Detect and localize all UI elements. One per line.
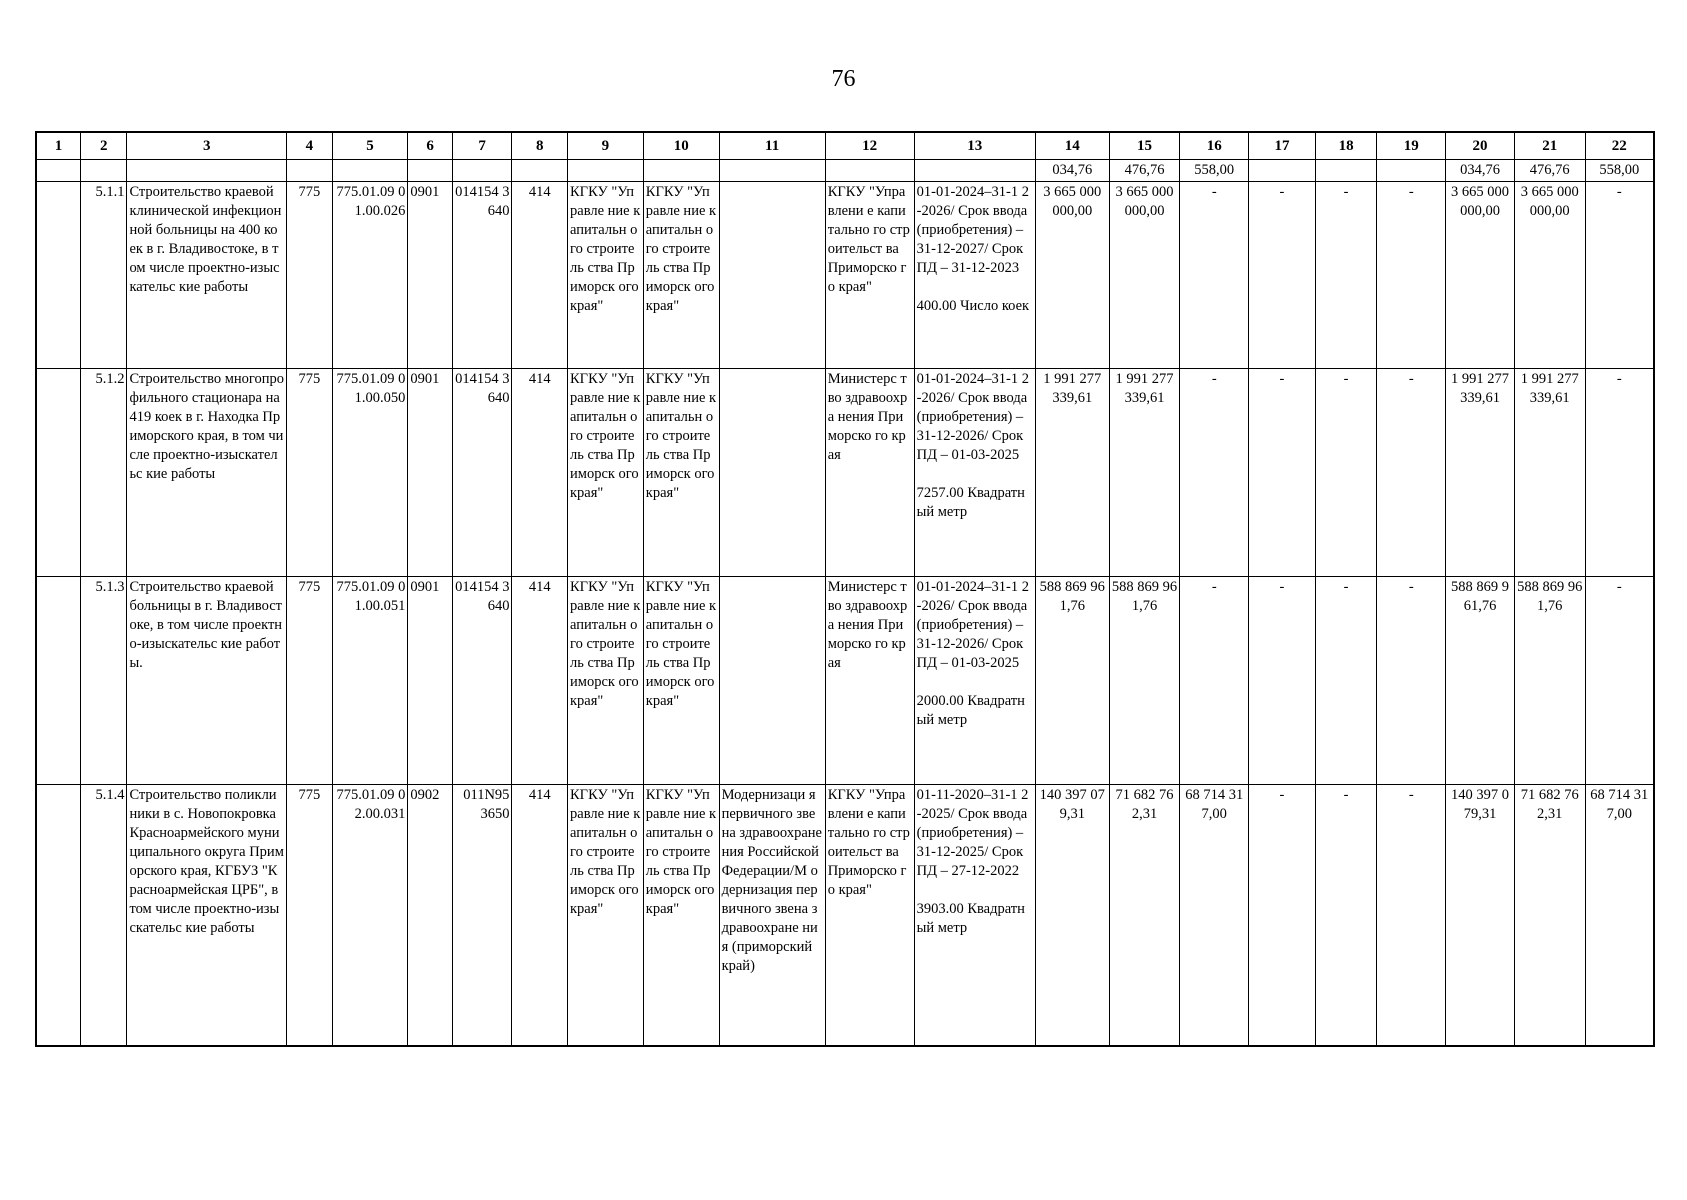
continuation-row-col-3: [127, 160, 287, 182]
header-row-col-6: 6: [408, 132, 452, 160]
continuation-row-col-22: 558,00: [1585, 160, 1654, 182]
table-row: [36, 785, 1654, 1047]
header-row-col-7: 7: [452, 132, 512, 160]
header-row-col-4: 4: [287, 132, 332, 160]
table-row-col-19: -: [1377, 182, 1446, 369]
header-row-col-3: 3: [127, 132, 287, 160]
header-row-col-17: 17: [1249, 132, 1316, 160]
table-row-col-15: 1 991 277 339,61: [1109, 369, 1180, 577]
table-row-col-15: 71 682 762,31: [1109, 785, 1180, 1047]
table-row-col-4: 775: [287, 182, 332, 369]
table-row-col-16: 68 714 317,00: [1180, 785, 1249, 1047]
table-row-col-9: КГКУ "Управле ние капитальн ого строитель ства Приморск ого края": [568, 577, 644, 785]
header-row-col-20: 20: [1446, 132, 1515, 160]
header-row-col-12: 12: [825, 132, 914, 160]
continuation-row-col-13: [914, 160, 1035, 182]
table-row-col-3: Строительство поликлиники в с. Новопокровка Красноармейского муниципального округа Приморского края, КГБУЗ "Красноармейская ЦРБ", в том числе проектно-изыскательс кие работы: [127, 785, 287, 1047]
continuation-row-col-5: [332, 160, 408, 182]
table-row-col-17: -: [1249, 369, 1316, 577]
continuation-row-col-17: [1249, 160, 1316, 182]
table-row-col-1: [36, 577, 80, 785]
header-row-col-21: 21: [1514, 132, 1585, 160]
table-row-col-7: 014154 3640: [452, 577, 512, 785]
table-row-col-11: [719, 182, 825, 369]
table-row-col-4: 775: [287, 785, 332, 1047]
table-row-col-14: 588 869 961,76: [1035, 577, 1109, 785]
table-row-col-9: КГКУ "Управле ние капитальн ого строитель ства Приморск ого края": [568, 785, 644, 1047]
table-row-col-4: 775: [287, 577, 332, 785]
table-row-col-6: 0901: [408, 369, 452, 577]
table-row-col-10: КГКУ "Управле ние капитальн ого строитель ства Приморск ого края": [643, 785, 719, 1047]
table-row-col-5: 775.01.09 01.00.050: [332, 369, 408, 577]
table-row-col-10: КГКУ "Управле ние капитальн ого строитель ства Приморск ого края": [643, 182, 719, 369]
continuation-row-col-21: 476,76: [1514, 160, 1585, 182]
table-row-col-13: 01-01-2024–31-1 2-2026/ Срок ввода (приобретения) – 31-12-2026/ Срок ПД – 01-03-2025 7257.00 Квадратный метр: [914, 369, 1035, 577]
investment-table: [35, 131, 1655, 1047]
table-row-col-13: 01-01-2024–31-1 2-2026/ Срок ввода (приобретения) – 31-12-2026/ Срок ПД – 01-03-2025 2000.00 Квадратный метр: [914, 577, 1035, 785]
continuation-row-col-6: [408, 160, 452, 182]
header-row-col-11: 11: [719, 132, 825, 160]
table-row-col-2: 5.1.2: [80, 369, 126, 577]
table-row-col-10: КГКУ "Управле ние капитальн ого строитель ства Приморск ого края": [643, 369, 719, 577]
table-row-col-19: -: [1377, 785, 1446, 1047]
continuation-row-col-18: [1315, 160, 1377, 182]
table-row-col-11: [719, 369, 825, 577]
continuation-row-col-1: [36, 160, 80, 182]
table-row-col-4: 775: [287, 369, 332, 577]
table-row-col-21: 588 869 961,76: [1514, 577, 1585, 785]
table-row-col-12: Министерс тво здравоохра нения Приморско го края: [825, 577, 914, 785]
table-row-col-11: Модернизаци я первичного звена здравоохране ния Российской Федерации/М одернизация первичного звена здравоохране ния (приморский край): [719, 785, 825, 1047]
table-row-col-22: 68 714 317,00: [1585, 785, 1654, 1047]
header-row-col-2: 2: [80, 132, 126, 160]
table-row-col-3: Строительство краевой больницы в г. Владивостоке, в том числе проектно-изыскательс кие работы.: [127, 577, 287, 785]
table-row-col-1: [36, 785, 80, 1047]
table-row-col-1: [36, 369, 80, 577]
header-row-col-14: 14: [1035, 132, 1109, 160]
table-row-col-20: 1 991 277 339,61: [1446, 369, 1515, 577]
continuation-row-col-11: [719, 160, 825, 182]
table-row-col-16: -: [1180, 577, 1249, 785]
header-row-col-8: 8: [512, 132, 568, 160]
table-row-col-12: КГКУ "Управлени е капитально го строительст ва Приморско го края": [825, 785, 914, 1047]
table-row-col-20: 140 397 079,31: [1446, 785, 1515, 1047]
continuation-row-col-8: [512, 160, 568, 182]
table-row-col-3: Строительство краевой клинической инфекционной больницы на 400 коек в г. Владивостоке, в том числе проектно-изыскательс кие работы: [127, 182, 287, 369]
table-row-col-5: 775.01.09 02.00.031: [332, 785, 408, 1047]
header-row-col-9: 9: [568, 132, 644, 160]
table-row-col-14: 1 991 277 339,61: [1035, 369, 1109, 577]
table-row-col-20: 3 665 000 000,00: [1446, 182, 1515, 369]
header-row-col-19: 19: [1377, 132, 1446, 160]
table-row-col-9: КГКУ "Управле ние капитальн ого строитель ства Приморск ого края": [568, 369, 644, 577]
continuation-row-col-15: 476,76: [1109, 160, 1180, 182]
table-row-col-8: 414: [512, 182, 568, 369]
continuation-row-col-20: 034,76: [1446, 160, 1515, 182]
table-row-col-5: 775.01.09 01.00.051: [332, 577, 408, 785]
page-number: 76: [831, 66, 856, 92]
table-row-col-5: 775.01.09 01.00.026: [332, 182, 408, 369]
continuation-row-col-7: [452, 160, 512, 182]
header-row: [36, 132, 1654, 160]
table-row-col-6: 0901: [408, 577, 452, 785]
table-row-col-16: -: [1180, 182, 1249, 369]
header-row-col-1: 1: [36, 132, 80, 160]
table-row-col-22: -: [1585, 369, 1654, 577]
table-row-col-21: 1 991 277 339,61: [1514, 369, 1585, 577]
table-row-col-19: -: [1377, 369, 1446, 577]
table-row-col-6: 0901: [408, 182, 452, 369]
continuation-row: [36, 160, 1654, 182]
continuation-row-col-2: [80, 160, 126, 182]
table-row: [36, 369, 1654, 577]
header-row-col-18: 18: [1315, 132, 1377, 160]
header-row-col-5: 5: [332, 132, 408, 160]
table-row-col-7: 014154 3640: [452, 369, 512, 577]
table-row-col-21: 71 682 762,31: [1514, 785, 1585, 1047]
table-row-col-10: КГКУ "Управле ние капитальн ого строитель ства Приморск ого края": [643, 577, 719, 785]
continuation-row-col-4: [287, 160, 332, 182]
table-row-col-3: Строительство многопрофильного стационара на 419 коек в г. Находка Приморского края, в том числе проектно-изыскательс кие работы: [127, 369, 287, 577]
table-row-col-17: -: [1249, 577, 1316, 785]
continuation-row-col-19: [1377, 160, 1446, 182]
table-row-col-22: -: [1585, 182, 1654, 369]
table-row-col-7: 011N95 3650: [452, 785, 512, 1047]
table-row-col-12: КГКУ "Управлени е капитально го строительст ва Приморско го края": [825, 182, 914, 369]
table-row-col-7: 014154 3640: [452, 182, 512, 369]
continuation-row-col-9: [568, 160, 644, 182]
table-row-col-16: -: [1180, 369, 1249, 577]
table-row-col-13: 01-01-2024–31-1 2-2026/ Срок ввода (приобретения) – 31-12-2027/ Срок ПД – 31-12-2023 400.00 Число коек: [914, 182, 1035, 369]
table-row-col-15: 3 665 000 000,00: [1109, 182, 1180, 369]
header-row-col-10: 10: [643, 132, 719, 160]
continuation-row-col-12: [825, 160, 914, 182]
table-row-col-13: 01-11-2020–31-1 2-2025/ Срок ввода (приобретения) – 31-12-2025/ Срок ПД – 27-12-2022 3903.00 Квадратный метр: [914, 785, 1035, 1047]
table-row-col-9: КГКУ "Управле ние капитальн ого строитель ства Приморск ого края": [568, 182, 644, 369]
table-row-col-8: 414: [512, 785, 568, 1047]
table-row-col-18: -: [1315, 369, 1377, 577]
table-row-col-18: -: [1315, 577, 1377, 785]
table-row-col-22: -: [1585, 577, 1654, 785]
continuation-row-col-10: [643, 160, 719, 182]
table-row-col-15: 588 869 961,76: [1109, 577, 1180, 785]
table-row-col-19: -: [1377, 577, 1446, 785]
table-row-col-8: 414: [512, 577, 568, 785]
header-row-col-22: 22: [1585, 132, 1654, 160]
continuation-row-col-14: 034,76: [1035, 160, 1109, 182]
table-row-col-18: -: [1315, 785, 1377, 1047]
table-row-col-17: -: [1249, 182, 1316, 369]
table-row-col-17: -: [1249, 785, 1316, 1047]
table-row-col-2: 5.1.3: [80, 577, 126, 785]
table-row-col-6: 0902: [408, 785, 452, 1047]
table-row: [36, 182, 1654, 369]
table-row-col-2: 5.1.4: [80, 785, 126, 1047]
table-row-col-8: 414: [512, 369, 568, 577]
table-row-col-20: 588 869 961,76: [1446, 577, 1515, 785]
header-row-col-16: 16: [1180, 132, 1249, 160]
table-row: [36, 577, 1654, 785]
header-row-col-15: 15: [1109, 132, 1180, 160]
table-row-col-14: 140 397 079,31: [1035, 785, 1109, 1047]
table-row-col-2: 5.1.1: [80, 182, 126, 369]
table-row-col-21: 3 665 000 000,00: [1514, 182, 1585, 369]
table-row-col-1: [36, 182, 80, 369]
continuation-row-col-16: 558,00: [1180, 160, 1249, 182]
table-row-col-11: [719, 577, 825, 785]
header-row-col-13: 13: [914, 132, 1035, 160]
table-row-col-12: Министерс тво здравоохра нения Приморско го края: [825, 369, 914, 577]
table-row-col-14: 3 665 000 000,00: [1035, 182, 1109, 369]
table-row-col-18: -: [1315, 182, 1377, 369]
